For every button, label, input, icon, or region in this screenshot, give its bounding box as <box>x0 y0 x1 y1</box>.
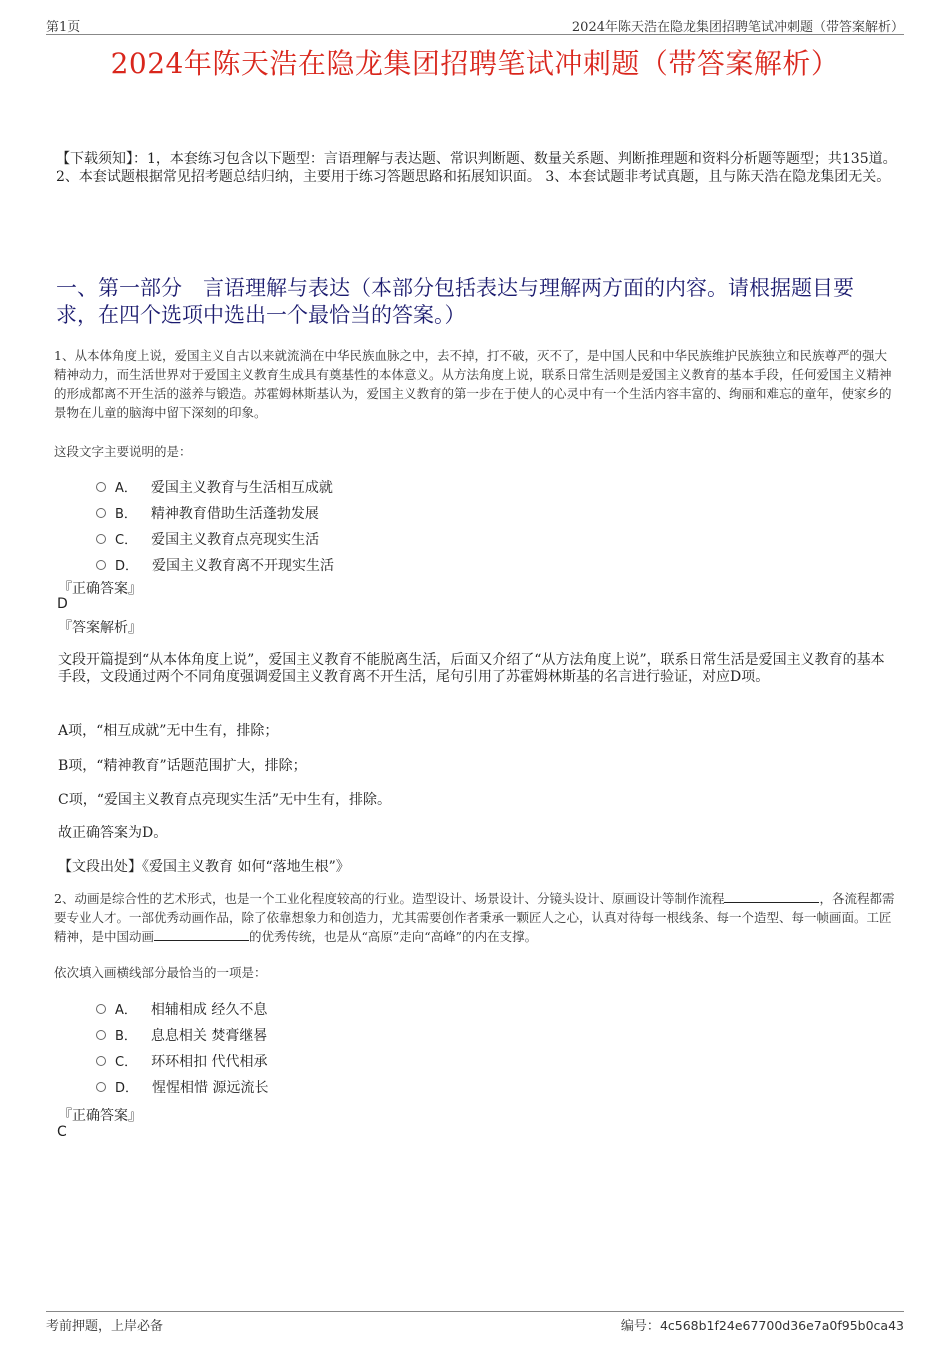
analysis-conclusion: 故正确答案为D。 <box>58 825 168 841</box>
question-2-option-d[interactable]: D． 惺惺相惜 源远流长 <box>96 1077 268 1097</box>
download-notice: 【下载须知】：1，本套练习包含以下题型：言语理解与表达题、常识判断题、数量关系题、判断推理题和资料分析题等题型；共135道。 2、本套试题根据常见招考题总结归纳，主要用于练习答题思路和拓展知识面。 3、本套试题非考试真题，且与陈天浩在隐龙集团无关。 <box>56 151 897 185</box>
footer-code: 编号：4c568b1f24e67700d36e7a0f95b0ca43 <box>620 1318 904 1334</box>
radio-icon[interactable] <box>96 560 106 570</box>
analysis-label: 『答案解析』 <box>58 620 142 636</box>
page-header <box>46 14 904 35</box>
radio-icon[interactable] <box>96 1082 106 1092</box>
correct-answer-label-2: 『正确答案』 <box>58 1108 142 1124</box>
question-2-text: 2、动画是综合性的艺术形式，也是一个工业化程度较高的行业。造型设计、场景设计、分镜头设计、原画设计等制作流程 ，各流程都需要专业人才。一部优秀动画作品，除了依靠想象力和创造力，尤其需要创作者秉承一颗匠人之心，认真对待每一根线条、每一个造型、每一帧画面。工匠精神，是中国动画 的优秀传统，也是从“高原”走向“高峰”的内在支撑。 <box>54 891 895 944</box>
correct-answer-value-2: C <box>57 1124 67 1140</box>
header-doc-title: 2024年陈天浩在隐龙集团招聘笔试冲刺题（带答案解析） <box>571 20 904 35</box>
fill-blank <box>154 928 249 941</box>
radio-icon[interactable] <box>96 534 106 544</box>
fill-blank <box>724 890 819 903</box>
footer-slogan: 考前押题，上岸必备 <box>46 1319 164 1334</box>
radio-icon[interactable] <box>96 508 106 518</box>
question-1-option-d[interactable]: D． 爱国主义教育离不开现实生活 <box>96 555 334 575</box>
question-1-option-c[interactable]: C． 爱国主义教育点亮现实生活 <box>96 529 319 549</box>
section-title: 一、第一部分 言语理解与表达（本部分包括表达与理解两方面的内容。请根据题目要求，在四个选项中选出一个最恰当的答案。） <box>56 276 854 327</box>
radio-icon[interactable] <box>96 482 106 492</box>
question-1-text: 1、从本体角度上说，爱国主义自古以来就流淌在中华民族血脉之中，去不掉，打不破，灭不了，是中国人民和中华民族维护民族独立和民族尊严的强大精神动力，而生活世界对于爱国主义教育生成具有奠基性的本体意义。从方法角度上说，联系日常生活则是爱国主义教育的基本手段，任何爱国主义精神的形成都离不开生活的滋养与锻造。苏霍姆林斯基认为，爱国主义教育的第一步在于使人的心灵中有一个生活内容丰富的、绚丽和难忘的童年，使家乡的景物在儿童的脑海中留下深刻的印象。 <box>54 348 892 420</box>
radio-icon[interactable] <box>96 1030 106 1040</box>
analysis-option-a: A项，“相互成就”无中生有，排除； <box>58 723 279 739</box>
radio-icon[interactable] <box>96 1004 106 1014</box>
question-2-option-c[interactable]: C． 环环相扣 代代相承 <box>96 1051 268 1071</box>
analysis-text: 文段开篇提到“从本体角度上说”，爱国主义教育不能脱离生活，后面又介绍了“从方法角度上说”，联系日常生活是爱国主义教育的基本手段，文段通过两个不同角度强调爱国主义教育离不开生活，尾句引用了苏霍姆林斯基的名言进行验证，对应D项。 <box>58 652 885 685</box>
text-source: 【文段出处】《爱国主义教育 如何“落地生根”》 <box>58 859 350 875</box>
question-1-option-b[interactable]: B． 精神教育借助生活蓬勃发展 <box>96 503 319 523</box>
question-2-prompt: 依次填入画横线部分最恰当的一项是： <box>54 965 267 980</box>
correct-answer-value: D <box>57 596 68 612</box>
correct-answer-label: 『正确答案』 <box>58 581 142 597</box>
radio-icon[interactable] <box>96 1056 106 1066</box>
page-number: 第1页 <box>46 20 81 35</box>
question-2-option-b[interactable]: B． 息息相关 焚膏继晷 <box>96 1025 267 1045</box>
page-title: 2024年陈天浩在隐龙集团招聘笔试冲刺题（带答案解析） <box>110 47 840 80</box>
question-2-option-a[interactable]: A． 相辅相成 经久不息 <box>96 999 267 1019</box>
analysis-option-b: B项，“精神教育”话题范围扩大，排除； <box>58 758 307 774</box>
analysis-option-c: C项，“爱国主义教育点亮现实生活”无中生有，排除。 <box>58 792 392 808</box>
question-1-prompt: 这段文字主要说明的是： <box>54 444 192 459</box>
question-1-option-a[interactable]: A． 爱国主义教育与生活相互成就 <box>96 477 333 497</box>
page-footer <box>46 1311 904 1332</box>
